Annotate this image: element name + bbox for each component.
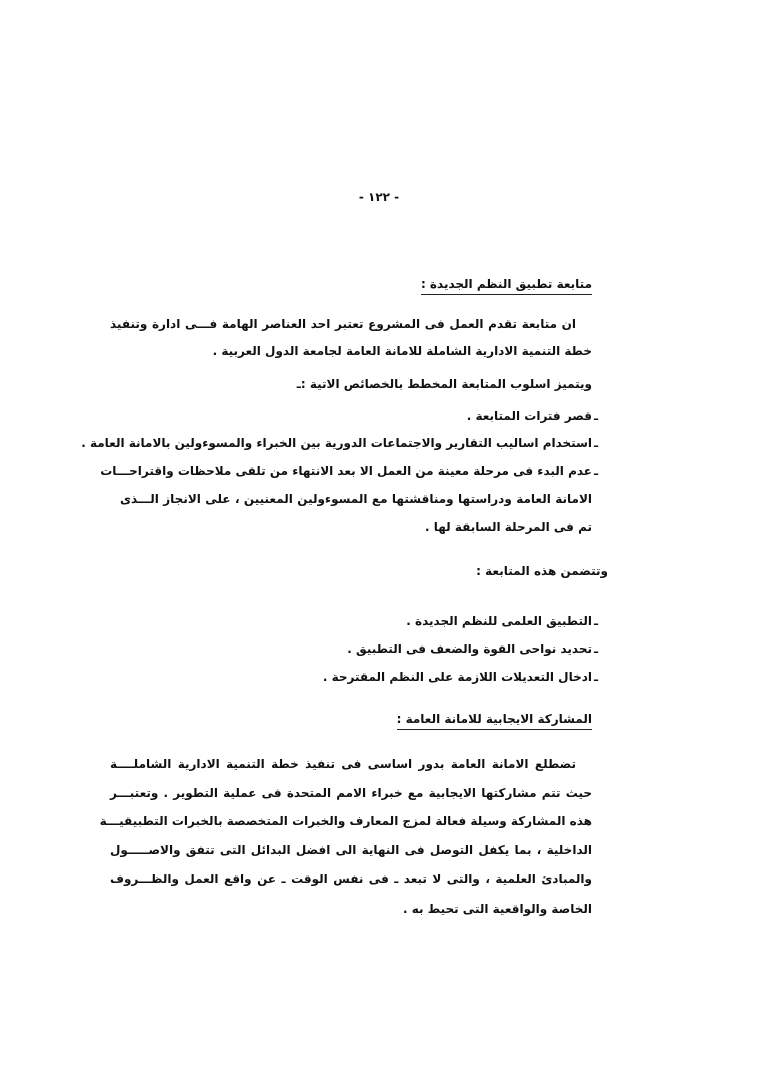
paragraph-line: هذه المشاركة وسيلة فعالة لمزج المعارف والخبرات المتخصصة بالخبرات التطبيقيـــة [99, 814, 592, 828]
list-item-line: الامانة العامة ودراستها ومناقشتها مع المسوءولين المعنيين ، على الانجاز الـــذى [120, 492, 592, 506]
bullet-dash: ـ [594, 464, 599, 478]
paragraph-line: خطة التنمية الادارية الشاملة للامانة العامة لجامعة الدول العربية . [212, 344, 592, 358]
bullet-dash: ـ [594, 642, 599, 656]
bullet-dash: ـ [594, 409, 599, 423]
paragraph-line: وتتضمن هذه المتابعة : [476, 564, 608, 578]
paragraph-line: ان متابعة تقدم العمل فى المشروع تعتبر احد العناصر الهامة فـــى ادارة وتنفيذ [110, 317, 576, 331]
page-number: - ١٢٢ - [358, 190, 400, 204]
section-heading: المشاركة الايجابية للامانة العامة : [397, 711, 592, 730]
paragraph-line: الخاصة والواقعية التى تحيط به . [403, 902, 592, 916]
paragraph-line: ويتميز اسلوب المتابعة المخطط بالخصائص الاتية :ـ [296, 377, 592, 391]
list-item: عدم البدء فى مرحلة معينة من العمل الا بعد الانتهاء من تلقى ملاحظات واقتراحـــات [100, 464, 592, 478]
section-heading: متابعة تطبيق النظم الجديدة : [421, 276, 592, 295]
list-item-line: تم فى المرحلة السابقة لها . [424, 520, 592, 534]
paragraph-line: تضطلع الامانة العامة بدور اساسى فى تنفيذ خطة التنمية الادارية الشاملــــة [110, 757, 576, 771]
list-item: ادخال التعديلات اللازمة على النظم المقترحة . [322, 670, 592, 684]
paragraph-line: والمبادئ العلمية ، والتى لا تبعد ـ فى نفس الوقت ـ عن واقع العمل والظـــروف [110, 872, 592, 886]
list-item: قصر فترات المتابعة . [466, 409, 592, 423]
paragraph-line: حيث تتم مشاركتها الايجابية مع خبراء الامم المتحدة فى عملية التطوير . وتعتبـــر [110, 786, 592, 800]
list-item: التطبيق العلمى للنظم الجديدة . [406, 614, 592, 628]
bullet-dash: ـ [594, 436, 599, 450]
paragraph-line: الداخلية ، بما يكفل التوصل فى النهاية الى افضل البدائل التى تتفق والاصـــــول [110, 843, 592, 857]
list-item: تحديد نواحى القوة والضعف فى التطبيق . [347, 642, 592, 656]
list-item: استخدام اساليب التقارير والاجتماعات الدورية بين الخبراء والمسوءولين بالامانة العامة . [81, 436, 592, 450]
bullet-dash: ـ [594, 614, 599, 628]
bullet-dash: ـ [594, 670, 599, 684]
